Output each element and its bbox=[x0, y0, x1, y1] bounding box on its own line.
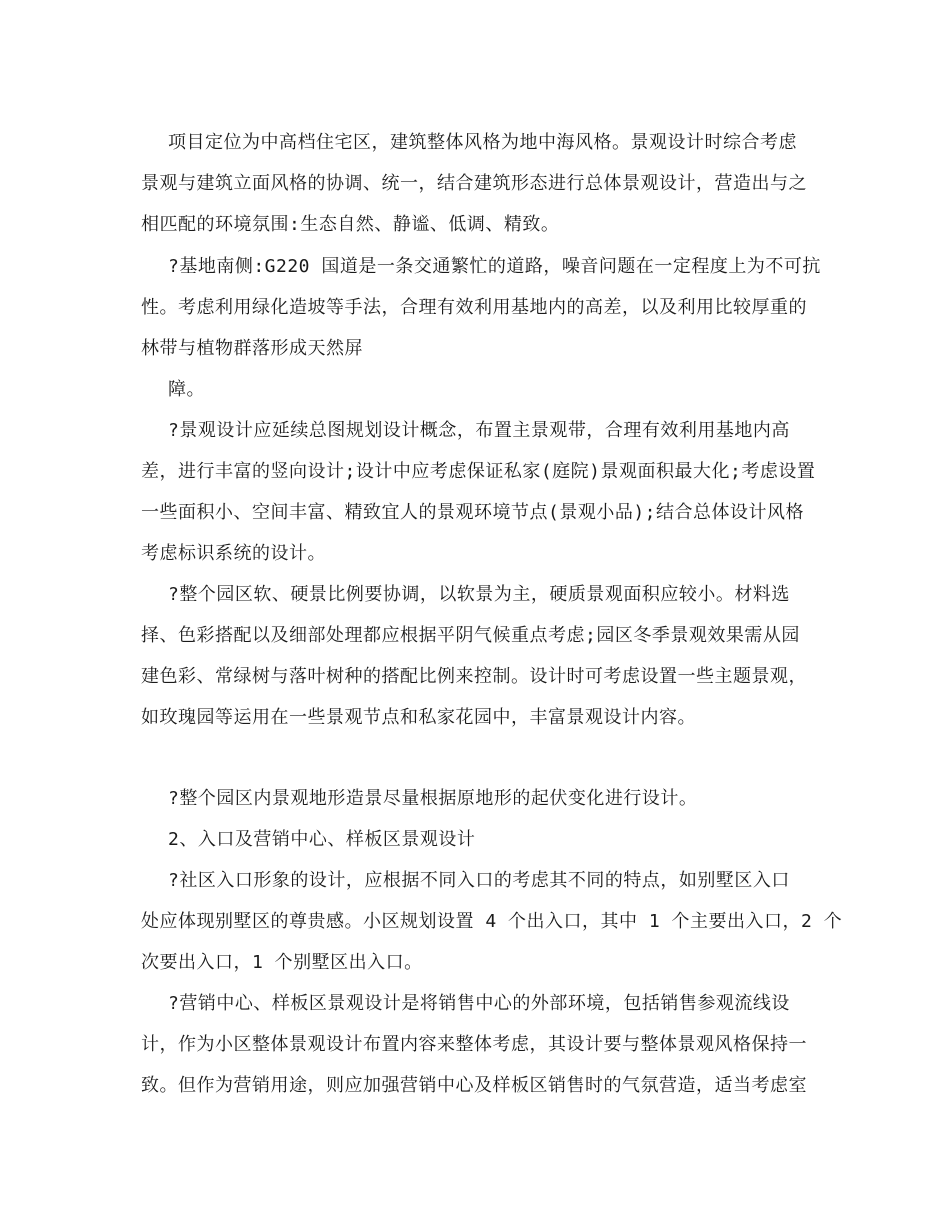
text-line: 差，进行丰富的竖向设计;设计中应考虑保证私家(庭院)景观面积最大化;考虑设置 bbox=[141, 461, 816, 482]
text-line: ?社区入口形象的设计，应根据不同入口的考虑其不同的特点，如别墅区入口 bbox=[168, 870, 790, 891]
text-line: 林带与植物群落形成天然屏 bbox=[141, 338, 363, 359]
text-line: 致。但作为营销用途，则应加强营销中心及样板区销售时的气氛营造，适当考虑室 bbox=[141, 1075, 807, 1096]
text-line: ?基地南侧:G220 国道是一条交通繁忙的道路，噪音问题在一定程度上为不可抗 bbox=[168, 256, 821, 277]
text-line: 相匹配的环境氛围:生态自然、静谧、低调、精致。 bbox=[141, 214, 560, 235]
section-heading: 2、入口及营销中心、样板区景观设计 bbox=[168, 829, 476, 850]
text-line: 处应体现别墅区的尊贵感。小区规划设置 4 个出入口，其中 1 个主要出入口，2 个 bbox=[141, 911, 843, 932]
text-line: ?景观设计应延续总图规划设计概念，布置主景观带，合理有效利用基地内高 bbox=[168, 420, 790, 441]
text-line: 一些面积小、空间丰富、精致宜人的景观环境节点(景观小品);结合总体设计风格 bbox=[141, 502, 805, 523]
text-line: 建色彩、常绿树与落叶树种的搭配比例来控制。设计时可考虑设置一些主题景观， bbox=[141, 666, 807, 687]
text-line: 次要出入口，1 个别墅区出入口。 bbox=[141, 952, 423, 973]
text-line: 障。 bbox=[168, 379, 205, 400]
text-line: 景观与建筑立面风格的协调、统一，结合建筑形态进行总体景观设计，营造出与之 bbox=[141, 173, 807, 194]
text-line: 择、色彩搭配以及细部处理都应根据平阴气候重点考虑;园区冬季景观效果需从园 bbox=[141, 625, 800, 646]
text-line: ?整个园区内景观地形造景尽量根据原地形的起伏变化进行设计。 bbox=[168, 788, 698, 809]
text-line: 项目定位为中高档住宅区，建筑整体风格为地中海风格。景观设计时综合考虑 bbox=[168, 132, 797, 153]
text-line: ?营销中心、样板区景观设计是将销售中心的外部环境，包括销售参观流线设 bbox=[168, 993, 790, 1014]
text-line: ?整个园区软、硬景比例要协调，以软景为主，硬质景观面积应较小。材料选 bbox=[168, 584, 790, 605]
text-line: 性。考虑利用绿化造坡等手法，合理有效利用基地内的高差，以及利用比较厚重的 bbox=[141, 297, 807, 318]
text-line: 如玫瑰园等运用在一些景观节点和私家花园中，丰富景观设计内容。 bbox=[141, 707, 696, 728]
text-line: 计，作为小区整体景观设计布置内容来整体考虑，其设计要与整体景观风格保持一 bbox=[141, 1034, 807, 1055]
text-line: 考虑标识系统的设计。 bbox=[141, 543, 326, 564]
